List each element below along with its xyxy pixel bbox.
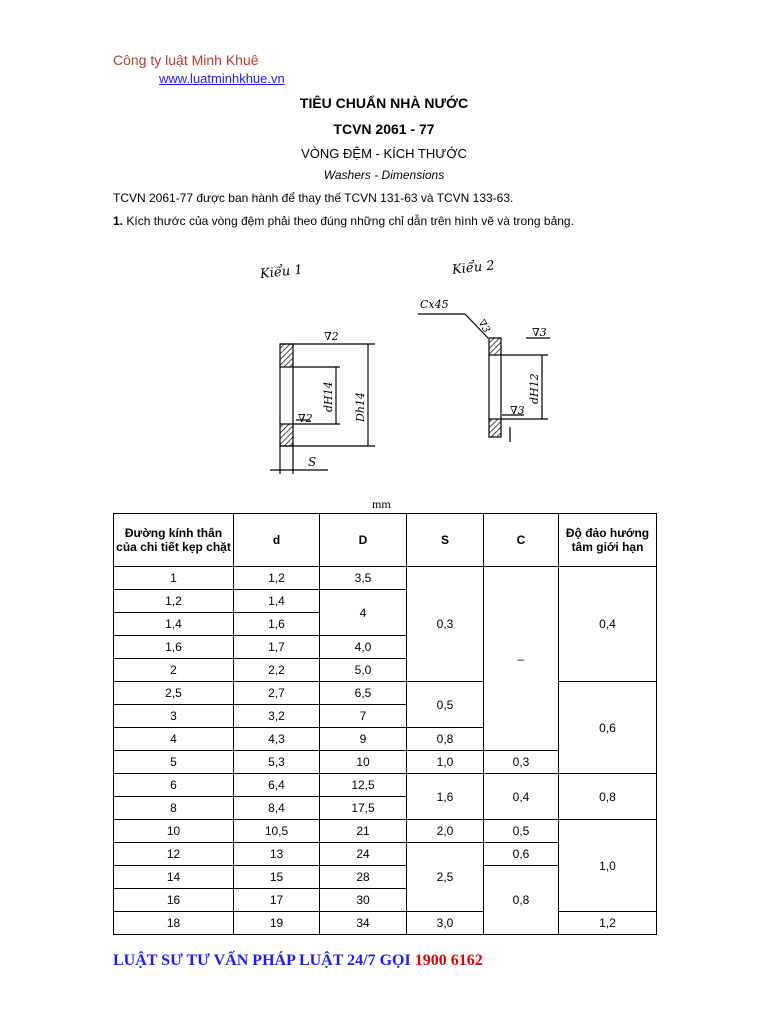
standard-subject-english: Washers - Dimensions <box>323 168 445 182</box>
cell-runout: 0,6 <box>559 682 657 774</box>
footer-phone[interactable]: 1900 6162 <box>414 952 483 969</box>
cell-diameter: 5 <box>114 751 234 774</box>
cell-D: 21 <box>320 820 407 843</box>
cell-D: 5,0 <box>320 659 407 682</box>
cell-D: 6,5 <box>320 682 407 705</box>
header-diameter: Đường kính thân của chi tiết kẹp chặt <box>114 514 234 567</box>
cell-C: 0,6 <box>484 843 559 866</box>
cell-diameter: 8 <box>114 797 234 820</box>
type1-roughness-inner: ∇2 <box>298 412 313 425</box>
cell-d: 8,4 <box>234 797 320 820</box>
type1-dim-d: dH14 <box>322 381 335 412</box>
cell-D: 4 <box>320 590 407 636</box>
cell-D: 10 <box>320 751 407 774</box>
type1-section-top <box>280 344 293 367</box>
clause-1-paragraph <box>113 214 574 228</box>
type2-section-top <box>489 338 501 355</box>
cell-diameter: 3 <box>114 705 234 728</box>
cell-S: 2,5 <box>407 843 484 912</box>
standard-title: TIÊU CHUẨN NHÀ NƯỚC <box>299 95 469 111</box>
cell-S: 0,8 <box>407 728 484 751</box>
type2-section-bottom <box>489 419 501 437</box>
cell-D: 34 <box>320 912 407 935</box>
cell-D: 3,5 <box>320 567 407 590</box>
cell-C: 0,5 <box>484 820 559 843</box>
website-link[interactable]: www.luatminhkhue.vn <box>159 71 285 86</box>
header-d: d <box>234 514 320 567</box>
table-header-row <box>114 514 657 567</box>
dimensions-table <box>113 513 657 935</box>
table-row <box>114 774 657 797</box>
table-row <box>114 820 657 843</box>
header-D: D <box>320 514 407 567</box>
cell-diameter: 18 <box>114 912 234 935</box>
cell-D: 7 <box>320 705 407 728</box>
cell-D: 28 <box>320 866 407 889</box>
cell-diameter: 10 <box>114 820 234 843</box>
cell-d: 19 <box>234 912 320 935</box>
cell-D: 24 <box>320 843 407 866</box>
cell-diameter: 6 <box>114 774 234 797</box>
cell-diameter: 2 <box>114 659 234 682</box>
footer-text: LUẬT SƯ TƯ VẤN PHÁP LUẬT 24/7 GỌI <box>113 952 415 969</box>
clause-number: 1. <box>113 214 124 228</box>
cell-S: 3,0 <box>407 912 484 935</box>
type2-roughness-chamfer: ∇3 <box>475 318 492 336</box>
cell-diameter: 1 <box>114 567 234 590</box>
type1-dim-s: S <box>308 455 317 469</box>
cell-d: 2,7 <box>234 682 320 705</box>
cell-d: 2,2 <box>234 659 320 682</box>
cell-d: 10,5 <box>234 820 320 843</box>
cell-D: 12,5 <box>320 774 407 797</box>
cell-d: 1,2 <box>234 567 320 590</box>
cell-d: 5,3 <box>234 751 320 774</box>
type1-roughness-top: ∇2 <box>324 330 339 343</box>
cell-D: 30 <box>320 889 407 912</box>
cell-runout: 0,4 <box>559 567 657 682</box>
type2-dim-d: dH12 <box>528 373 541 404</box>
cell-D: 9 <box>320 728 407 751</box>
type1-dim-D: Dh14 <box>354 392 367 422</box>
washer-technical-drawing <box>240 252 570 492</box>
cell-diameter: 1,6 <box>114 636 234 659</box>
cell-diameter: 16 <box>114 889 234 912</box>
cell-S: 1,0 <box>407 751 484 774</box>
cell-D: 4,0 <box>320 636 407 659</box>
type1-label: Kiểu 1 <box>259 262 304 283</box>
cell-d: 6,4 <box>234 774 320 797</box>
cell-diameter: 2,5 <box>114 682 234 705</box>
cell-diameter: 12 <box>114 843 234 866</box>
table-row <box>114 682 657 705</box>
cell-diameter: 1,4 <box>114 613 234 636</box>
company-name: Công ty luật Minh Khuê <box>113 52 259 68</box>
type2-roughness-inner: ∇3 <box>510 404 525 417</box>
table-row <box>114 912 657 935</box>
cell-C: 0,4 <box>484 774 559 820</box>
cell-d: 4,3 <box>234 728 320 751</box>
standard-subject: VÒNG ĐỆM - KÍCH THƯỚC <box>301 146 467 161</box>
footer-hotline <box>113 952 483 970</box>
cell-diameter: 1,2 <box>114 590 234 613</box>
cell-d: 13 <box>234 843 320 866</box>
cell-C: 0,8 <box>484 866 559 935</box>
cell-S: 2,0 <box>407 820 484 843</box>
cell-S: 0,3 <box>407 567 484 682</box>
cell-runout: 0,8 <box>559 774 657 820</box>
clause-text: Kích thước của vòng đệm phải theo đúng những chỉ dẫn trên hình vẽ và trong bảng. <box>123 214 574 228</box>
cell-d: 3,2 <box>234 705 320 728</box>
cell-d: 1,7 <box>234 636 320 659</box>
type2-chamfer-label: Cx45 <box>420 298 449 311</box>
cell-runout: 1,0 <box>559 820 657 912</box>
cell-d: 15 <box>234 866 320 889</box>
cell-S: 0,5 <box>407 682 484 728</box>
cell-diameter: 4 <box>114 728 234 751</box>
header-S: S <box>407 514 484 567</box>
standard-number: TCVN 2061 - 77 <box>333 121 435 137</box>
cell-diameter: 14 <box>114 866 234 889</box>
intro-paragraph: TCVN 2061-77 được ban hành để thay thế TCVN 131-63 và TCVN 133-63. <box>113 191 514 205</box>
type2-roughness-top: ∇3 <box>532 326 547 339</box>
cell-S: 1,6 <box>407 774 484 820</box>
type1-section-bottom <box>280 424 293 446</box>
type2-label: Kiểu 2 <box>451 258 496 278</box>
table-unit: mm <box>372 497 391 511</box>
table-row <box>114 567 657 590</box>
cell-C: 0,3 <box>484 751 559 774</box>
header-C: C <box>484 514 559 567</box>
cell-d: 1,4 <box>234 590 320 613</box>
cell-d: 17 <box>234 889 320 912</box>
header-runout: Độ đảo hướng tâm giới hạn <box>559 514 657 567</box>
cell-runout: 1,2 <box>559 912 657 935</box>
cell-d: 1,6 <box>234 613 320 636</box>
cell-C: – <box>484 567 559 751</box>
cell-D: 17,5 <box>320 797 407 820</box>
